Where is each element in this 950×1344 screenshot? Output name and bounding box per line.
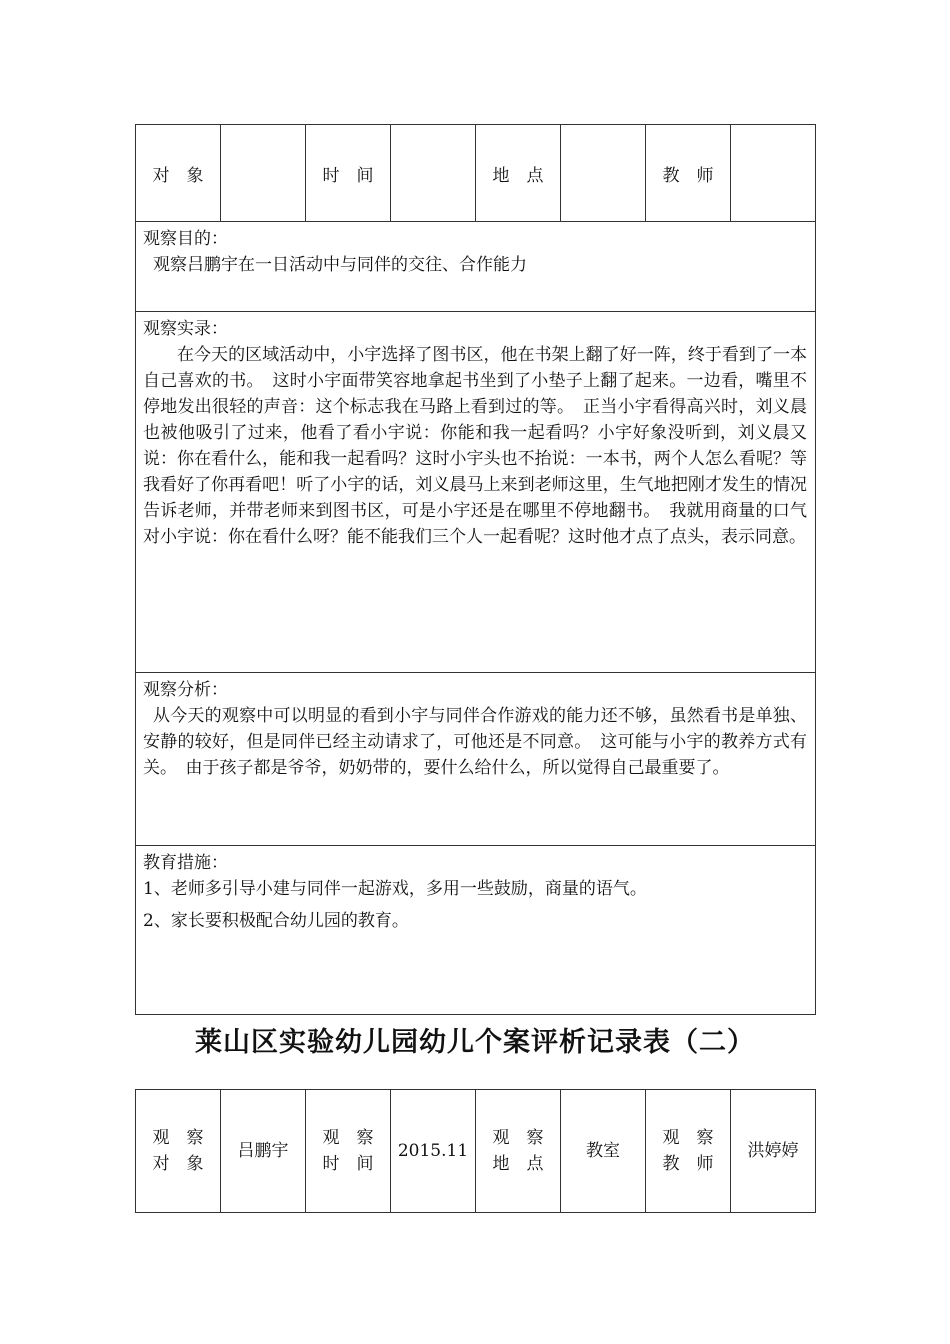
measures-item-2: 2、家长要积极配合幼儿园的教育。 (143, 911, 409, 931)
teacher-value (731, 125, 816, 222)
time-label-line-1: 观 察 (322, 1128, 374, 1148)
subject-value-2: 吕鹏宇 (221, 1090, 306, 1213)
teacher-value-2: 洪婷婷 (731, 1090, 816, 1213)
subject-label-line-2: 对 象 (152, 1154, 204, 1174)
subject-label: 对 象 (136, 125, 221, 222)
place-label: 地 点 (476, 125, 561, 222)
record-row (136, 312, 816, 673)
time-label: 时 间 (306, 125, 391, 222)
analysis-title: 观察分析： (143, 680, 228, 700)
subject-label-line-1: 观 察 (152, 1128, 204, 1148)
time-label-line-2: 时 间 (322, 1154, 374, 1174)
analysis-row (136, 673, 816, 846)
measures-cell (136, 846, 816, 1015)
measures-row (136, 846, 816, 1015)
analysis-text: 从今天的观察中可以明显的看到小宇与同伴合作游戏的能力还不够，虽然看书是单独、安静的较好，但是同伴已经主动请求了，可他还是不同意。 这可能与小宇的教养方式有关。 由于孩子都是爷爷，奶奶带的，要什么给什么，所以觉得自己最重要了。 (143, 706, 807, 778)
document-title: 莱山区实验幼儿园幼儿个案评析记录表（二） (195, 1027, 755, 1058)
teacher-label-line-2: 教 师 (662, 1154, 714, 1174)
place-value (561, 125, 646, 222)
purpose-row (136, 222, 816, 312)
teacher-label: 教 师 (646, 125, 731, 222)
purpose-text: 观察吕鹏宇在一日活动中与同伴的交往、合作能力 (153, 255, 527, 275)
teacher-label-2 (646, 1090, 731, 1213)
analysis-cell (136, 673, 816, 846)
purpose-title: 观察目的： (143, 229, 228, 249)
record-title: 观察实录： (143, 319, 228, 339)
place-label-line-1: 观 察 (492, 1128, 544, 1148)
place-value-2: 教室 (561, 1090, 646, 1213)
header-row-2 (136, 1090, 816, 1213)
teacher-label-line-1: 观 察 (662, 1128, 714, 1148)
time-value-2: 2015.11 (391, 1090, 476, 1213)
record-cell (136, 312, 816, 673)
record-text: 在今天的区域活动中，小宇选择了图书区，他在书架上翻了好一阵，终于看到了一本自己喜欢的书。 这时小宇面带笑容地拿起书坐到了小垫子上翻了起来。一边看，嘴里不停地发出很轻的声音：这个标志我在马路上看到过的等。 正当小宇看得高兴时，刘义晨也被他吸引了过来，他看了看小宇说：你能和我一起看吗？小宇好象没听到，刘义晨又说：你在看什么，能和我一起看吗？这时小宇头也不抬说：一本书，两个人怎么看呢？等我看好了你再看吧！听了小宇的话，刘义晨马上来到老师这里，生气地把刚才发生的情况告诉老师，并带老师来到图书区，可是小宇还是在哪里不停地翻书。 我就用商量的口气对小宇说：你在看什么呀？能不能我们三个人一起看呢？这时他才点了点头，表示同意。 (143, 345, 807, 547)
place-label-2 (476, 1090, 561, 1213)
purpose-cell (136, 222, 816, 312)
measures-item-1: 1、老师多引导小建与同伴一起游戏，多用一些鼓励，商量的语气。 (143, 879, 647, 899)
time-value (391, 125, 476, 222)
observation-table-2 (135, 1089, 816, 1213)
subject-label-2 (136, 1090, 221, 1213)
measures-title: 教育措施： (143, 853, 228, 873)
header-row (136, 125, 816, 222)
observation-table-1 (135, 124, 816, 1015)
place-label-line-2: 地 点 (492, 1154, 544, 1174)
subject-value (221, 125, 306, 222)
time-label-2 (306, 1090, 391, 1213)
